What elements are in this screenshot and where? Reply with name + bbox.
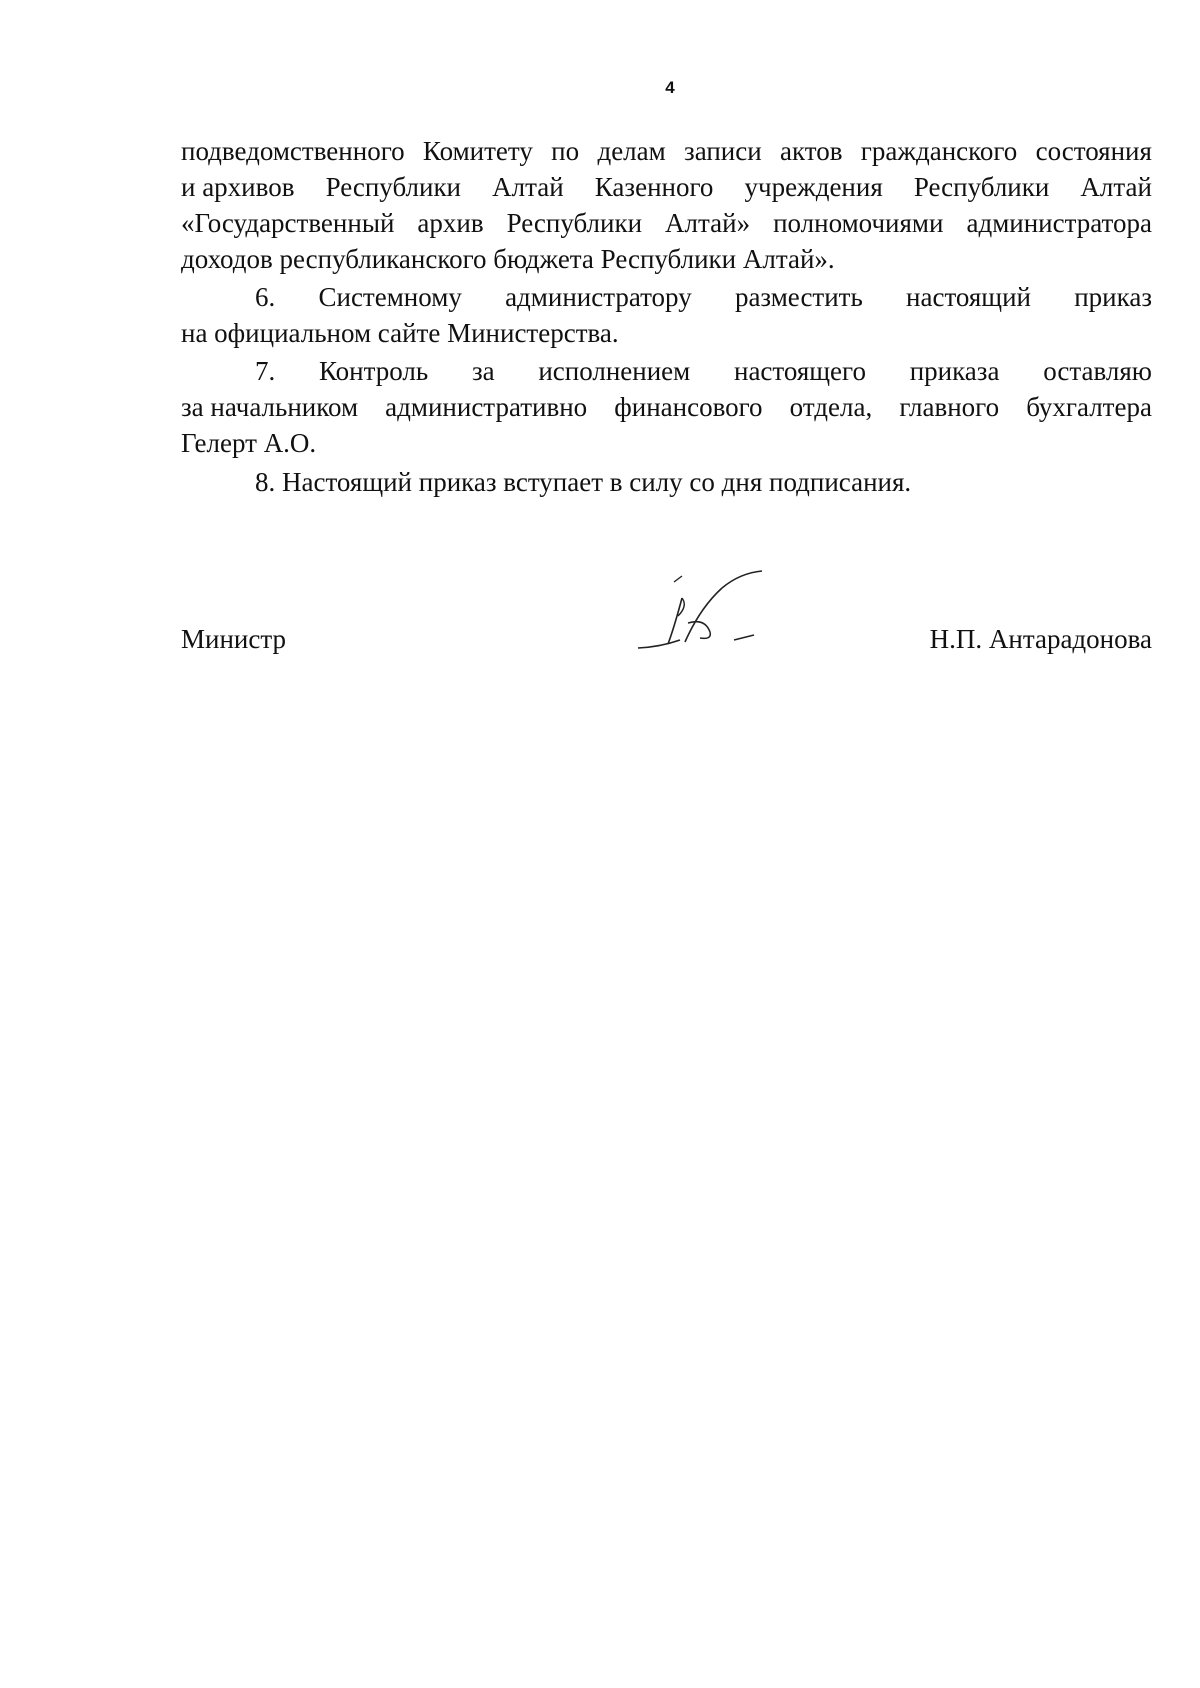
word: настоящий [906, 282, 1031, 312]
signatory-title: Министр [181, 624, 286, 654]
word: Казенного [594, 172, 714, 202]
word: записи [684, 136, 762, 166]
word: Контроль [319, 356, 429, 386]
text-line-1 [181, 133, 1152, 169]
word: подведомственного [181, 136, 405, 166]
word: отдела, [789, 392, 873, 422]
word: Системному [318, 282, 462, 312]
word: исполнением [538, 356, 691, 386]
word: за начальником [181, 392, 359, 422]
word: делам [597, 136, 666, 166]
text-line-2 [181, 169, 1152, 205]
item-7-line-3: Гелерт А.О. [181, 428, 317, 458]
text-line-4: доходов республиканского бюджета Республики Алтай». [181, 244, 835, 274]
paragraph-continued [181, 133, 1152, 277]
item-number: 6. [255, 282, 276, 312]
word: учреждения [744, 172, 883, 202]
page-number: 4 [665, 78, 675, 97]
item-8-line: 8. Настоящий приказ вступает в силу со дня подписания. [255, 467, 912, 497]
word: архив [417, 208, 484, 238]
word: состояния [1035, 136, 1152, 166]
signature-block [181, 618, 1152, 678]
item-7 [181, 353, 1152, 461]
word: полномочиями [773, 208, 944, 238]
word: гражданского [860, 136, 1018, 166]
word: оставляю [1043, 356, 1152, 386]
item-6-line-2: на официальном сайте Министерства. [181, 318, 619, 348]
word: Комитету [422, 136, 533, 166]
text-line-3 [181, 205, 1152, 241]
word: администратора [966, 208, 1152, 238]
item-7-line-1 [181, 353, 1152, 389]
word: бухгалтера [1026, 392, 1152, 422]
word: Алтай [492, 172, 564, 202]
word: администратору [505, 282, 692, 312]
word: приказ [1074, 282, 1152, 312]
item-6 [181, 279, 1152, 351]
item-8 [181, 464, 1152, 500]
word: приказа [909, 356, 1000, 386]
word: за [471, 356, 495, 386]
word: по [551, 136, 580, 166]
word: административно [385, 392, 588, 422]
handwritten-signature [630, 568, 780, 678]
word: Алтай [1080, 172, 1152, 202]
word: Республики [506, 208, 643, 238]
word: разместить [734, 282, 863, 312]
word: настоящего [734, 356, 866, 386]
word: Алтай» [665, 208, 751, 238]
word: финансового [614, 392, 763, 422]
word: «Государственный [181, 208, 395, 238]
word: актов [780, 136, 843, 166]
item-number: 7. [255, 356, 276, 386]
signatory-name: Н.П. Антарадонова [929, 624, 1152, 654]
item-7-line-2 [181, 389, 1152, 425]
word: и архивов [181, 172, 295, 202]
item-6-line-1 [181, 279, 1152, 315]
word: Республики [325, 172, 462, 202]
word: главного [899, 392, 1000, 422]
word: Республики [913, 172, 1050, 202]
